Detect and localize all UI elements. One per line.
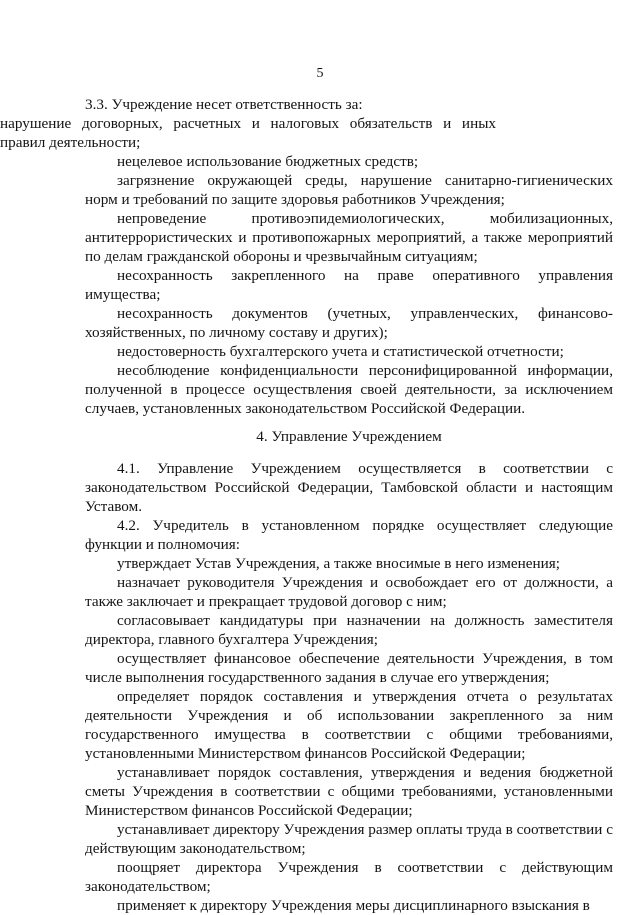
list-item xyxy=(85,361,613,418)
list-item-text: несохранность закрепленного на праве оперативного управления имущества; xyxy=(85,267,613,303)
section-4-heading: 4. Управление Учреждением xyxy=(256,428,442,445)
list-item-text: согласовывает кандидатуры при назначении на должность заместителя директора, главного бухгалтера Учреждения; xyxy=(85,612,613,648)
list-item xyxy=(85,763,613,820)
list-item-text: применяет к директору Учреждения меры дисциплинарного взыскания в xyxy=(117,897,590,914)
list-item-text: несохранность документов (учетных, управленческих, финансово-хозяйственных, по личному составу и других); xyxy=(85,305,613,341)
list-item-text: нецелевое использование бюджетных средств; xyxy=(117,153,419,170)
list-item xyxy=(85,304,613,342)
list-item xyxy=(85,152,613,171)
page-number: 5 xyxy=(316,66,324,81)
document-body xyxy=(0,95,640,915)
list-item xyxy=(85,820,613,858)
list-item xyxy=(85,171,613,209)
list-item xyxy=(85,611,613,649)
list-item-text: осуществляет финансовое обеспечение деятельности Учреждения, в том числе выполнения государственного задания в случае его утверждения; xyxy=(85,650,613,686)
paragraph-text: 4.1. Управление Учреждением осуществляется в соответствии с законодательством Российской Федерации, Тамбовской области и настоящим Уставом. xyxy=(85,460,613,515)
list-item xyxy=(85,209,613,266)
list-item-text: загрязнение окружающей среды, нарушение санитарно-гигиенических норм и требований по защите здоровья работников Учреждения; xyxy=(85,172,613,208)
list-item-text: поощряет директора Учреждения в соответствии с действующим законодательством; xyxy=(85,859,613,895)
list-item xyxy=(85,687,613,763)
paragraph-text: 4.2. Учредитель в установленном порядке осуществляет следующие функции и полномочия: xyxy=(85,517,613,553)
list-item xyxy=(0,114,496,152)
list-item xyxy=(85,554,613,573)
list-item-text: устанавливает директору Учреждения размер оплаты труда в соответствии с действующим законодательством; xyxy=(85,821,613,857)
section-3-3-title: 3.3. Учреждение несет ответственность за: xyxy=(85,96,363,113)
list-item-text: нарушение договорных, расчетных и налоговых обязательств и иных правил деятельности; xyxy=(0,115,496,151)
list-item-text: устанавливает порядок составления, утверждения и ведения бюджетной сметы Учреждения в соответствии с общими требованиями, установленными Министерством финансов Российской Федерации; xyxy=(85,764,613,819)
list-item xyxy=(85,896,613,915)
list-item xyxy=(85,266,613,304)
list-item-text: несоблюдение конфиденциальности персонифицированной информации, полученной в процессе осуществления своей деятельности, за исключением случаев, установленных законодательством Российской Федерации. xyxy=(85,362,613,417)
list-item xyxy=(85,342,613,361)
list-item xyxy=(85,649,613,687)
paragraph-4-1 xyxy=(85,459,613,516)
list-item-text: недостоверность бухгалтерского учета и статистической отчетности; xyxy=(117,343,564,360)
list-item-text: непроведение противоэпидемиологических, мобилизационных, антитеррористических и противопожарных мероприятий, а также мероприятий по делам гражданской обороны и чрезвычайным ситуациям; xyxy=(85,210,613,265)
list-item-text: определяет порядок составления и утверждения отчета о результатах деятельности Учреждения и об использовании закрепленного за ним государственного имущества в соответствии с общими требованиями, установленными Министерством финансов Российской Федерации; xyxy=(85,688,613,762)
list-item xyxy=(85,858,613,896)
list-item xyxy=(85,573,613,611)
list-item-text: утверждает Устав Учреждения, а также вносимые в него изменения; xyxy=(117,555,560,572)
list-item-text: назначает руководителя Учреждения и освобождает его от должности, а также заключает и прекращает трудовой договор с ним; xyxy=(85,574,613,610)
paragraph-4-2 xyxy=(85,516,613,554)
